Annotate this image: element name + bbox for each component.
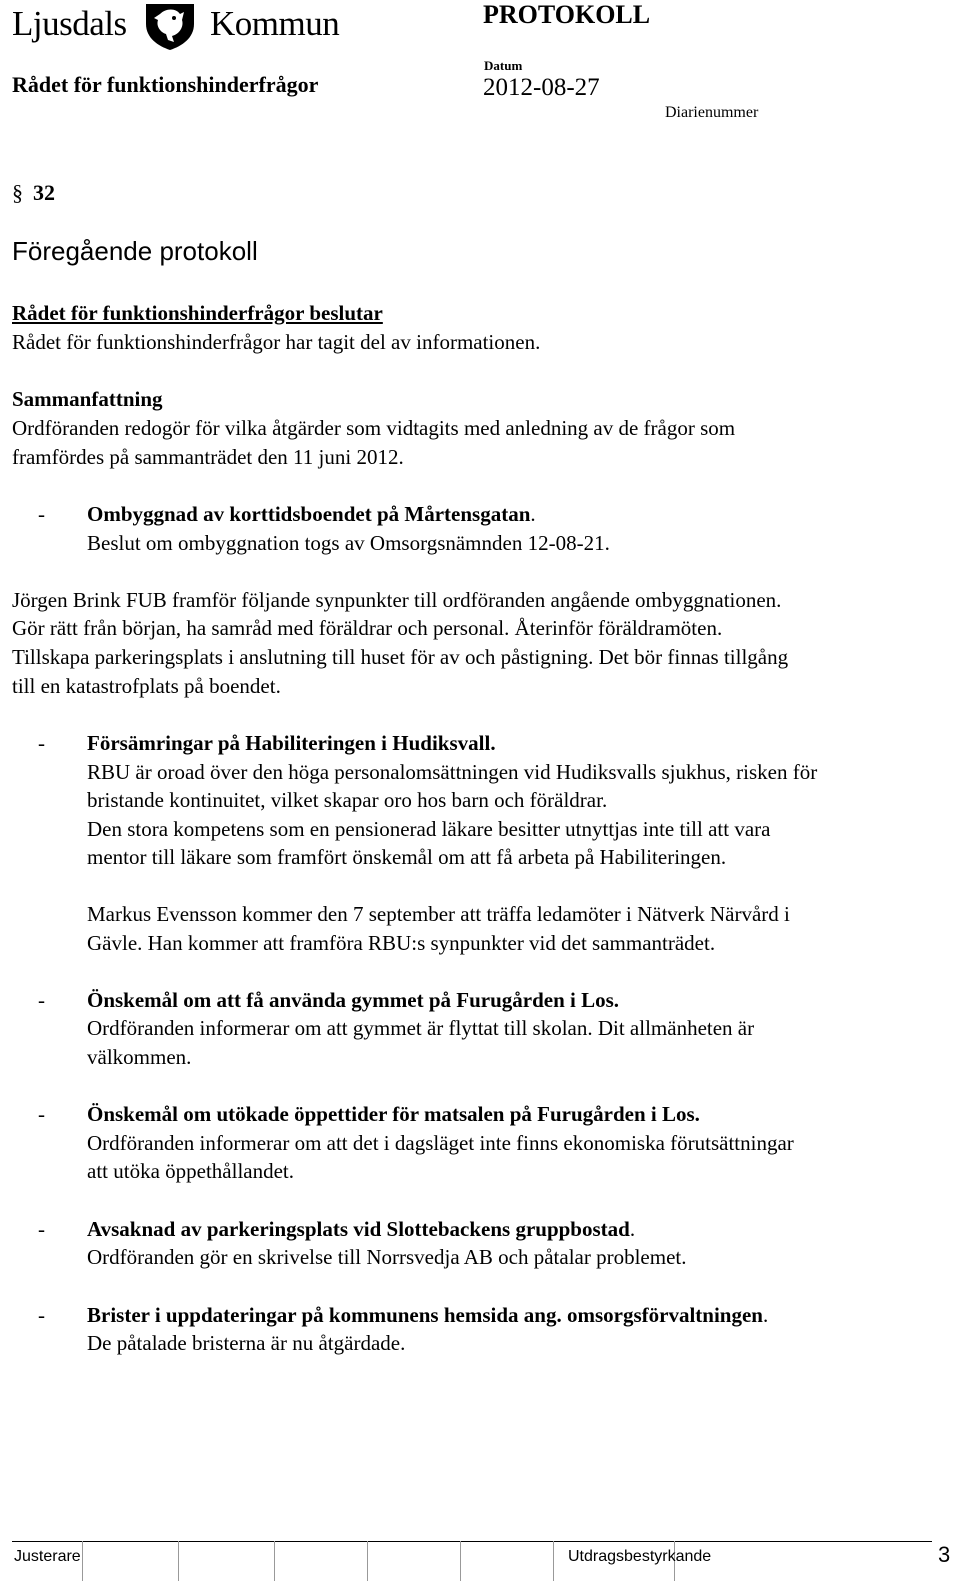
item-line: Beslut om ombyggnation togs av Omsorgsnämnden 12-08-21. [87, 531, 610, 555]
section-number [12, 180, 55, 206]
date-label: Datum [484, 58, 523, 73]
document-type: PROTOKOLL [483, 0, 651, 29]
page-number: 3 [938, 1542, 951, 1567]
footer-cell [179, 1541, 275, 1581]
item-heading-text: Ombyggnad av korttidsboendet på Mårtensgatan [87, 502, 531, 526]
item-heading [87, 1301, 768, 1330]
item-heading-text: Avsaknad av parkeringsplats vid Slottebackens gruppbostad [87, 1217, 630, 1241]
section-symbol: § [12, 180, 23, 205]
footer-cell [368, 1541, 461, 1581]
list-dash: - [38, 731, 45, 755]
footer-utdrag-label: Utdragsbestyrkande [568, 1548, 712, 1565]
logo-text-right: Kommun [210, 4, 340, 43]
paragraph-line: Tillskapa parkeringsplats i anslutning till huset för av och påstigning. Det bör finnas tillgång [12, 645, 789, 669]
item-heading: Önskemål om utökade öppettider för matsalen på Furugården i Los. [87, 1102, 700, 1126]
item-line: Gävle. Han kommer att framföra RBU:s synpunkter vid det sammanträdet. [87, 931, 716, 955]
footer-cell [461, 1541, 554, 1581]
decision-heading: Rådet för funktionshinderfrågor beslutar [12, 301, 383, 325]
item-line: mentor till läkare som framfört önskemål om att få arbeta på Habiliteringen. [87, 845, 727, 869]
footer-cell [83, 1541, 179, 1581]
item-heading-punct: . [629, 1217, 636, 1241]
section-number-value: 32 [33, 180, 55, 205]
date-value: 2012-08-27 [483, 74, 600, 101]
item-line: välkommen. [87, 1045, 192, 1069]
summary-heading: Sammanfattning [12, 387, 163, 411]
item-line: Ordföranden informerar om att gymmet är flyttat till skolan. Dit allmänheten är [87, 1016, 755, 1040]
paragraph-line: Jörgen Brink FUB framför följande synpunkter till ordföranden angående ombyggnationen. [12, 588, 782, 612]
item-heading-punct: . [530, 502, 536, 526]
item-heading: Önskemål om att få använda gymmet på Furugården i Los. [87, 988, 620, 1012]
item-heading [87, 500, 536, 529]
organization-name: Rådet för funktionshinderfrågor [12, 72, 319, 97]
item-line: RBU är oroad över den höga personalomsättningen vid Hudiksvalls sjukhus, risken för [87, 760, 818, 784]
item-heading [87, 1215, 635, 1244]
item-line: att utöka öppethållandet. [87, 1159, 295, 1183]
crest-icon [138, 0, 202, 52]
list-dash: - [38, 1303, 45, 1327]
item-line: Markus Evensson kommer den 7 september att träffa ledamöter i Nätverk Närvård i [87, 902, 790, 926]
item-heading-text: Brister i uppdateringar på kommunens hemsida ang. omsorgsförvaltningen [87, 1303, 763, 1327]
item-heading-punct: . [762, 1303, 769, 1327]
footer-cell [275, 1541, 368, 1581]
footer-justerare-label: Justerare [14, 1548, 81, 1565]
page-title: Föregående protokoll [12, 236, 258, 266]
footer-signature-boxes [12, 1541, 932, 1581]
item-line: Ordföranden gör en skrivelse till Norrsvedja AB och påtalar problemet. [87, 1245, 687, 1269]
item-line: De påtalade bristerna är nu åtgärdade. [87, 1331, 406, 1355]
summary-line: framfördes på sammanträdet den 11 juni 2012. [12, 445, 404, 469]
item-heading: Försämringar på Habiliteringen i Hudiksvall. [87, 731, 496, 755]
paragraph-line: Gör rätt från början, ha samråd med föräldrar och personal. Återinför föräldramöten. [12, 616, 723, 640]
list-dash: - [38, 1217, 45, 1241]
paragraph-line: till en katastrofplats på boendet. [12, 674, 281, 698]
logo-text-left: Ljusdals [12, 4, 127, 43]
list-dash: - [38, 1102, 45, 1126]
item-line: Ordföranden informerar om att det i dagsläget inte finns ekonomiska förutsättningar [87, 1131, 794, 1155]
municipality-logo [12, 0, 342, 56]
decision-text: Rådet för funktionshinderfrågor har tagit del av informationen. [12, 330, 541, 354]
list-dash: - [38, 502, 45, 526]
item-line: Den stora kompetens som en pensionerad läkare besitter utnyttjas inte till att vara [87, 817, 771, 841]
item-line: bristande kontinuitet, vilket skapar oro hos barn och föräldrar. [87, 788, 608, 812]
registration-number-label: Diarienummer [665, 104, 759, 121]
list-dash: - [38, 988, 45, 1012]
summary-line: Ordföranden redogör för vilka åtgärder som vidtagits med anledning av de frågor som [12, 416, 736, 440]
